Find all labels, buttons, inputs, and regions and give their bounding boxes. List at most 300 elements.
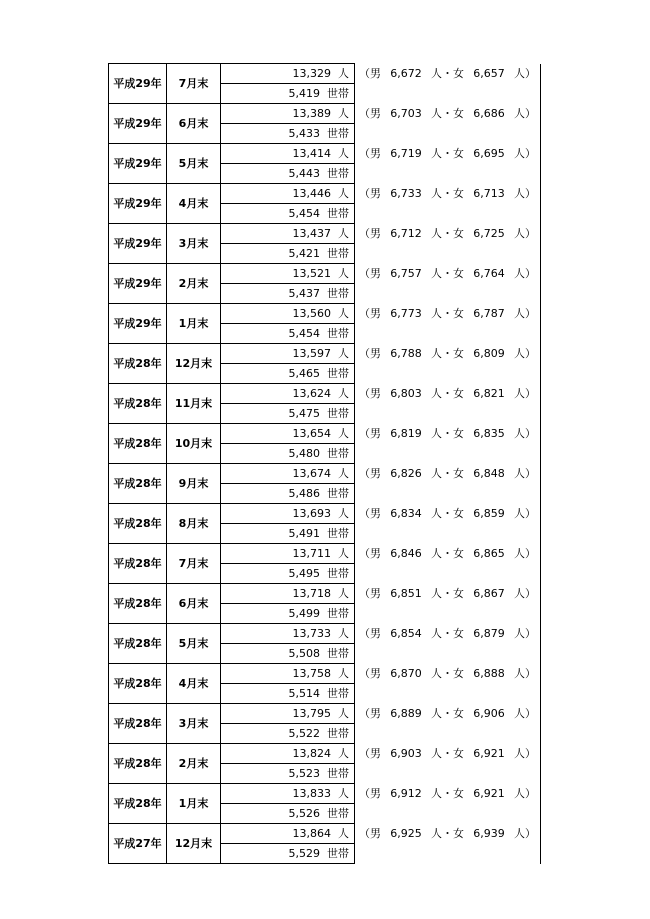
population-cell <box>221 304 355 324</box>
close-label: 人） <box>514 307 536 320</box>
household-value: 5,437 <box>288 287 320 300</box>
household-unit: 世帯 <box>327 607 349 620</box>
male-open-label: （男 <box>359 747 381 760</box>
household-unit: 世帯 <box>327 247 349 260</box>
population-value: 13,733 <box>292 627 331 640</box>
household-unit: 世帯 <box>327 327 349 340</box>
gender-breakdown <box>355 504 540 523</box>
male-value: 6,712 <box>390 227 422 240</box>
population-cell <box>221 704 355 724</box>
population-value: 13,693 <box>292 507 331 520</box>
male-value: 6,826 <box>390 467 422 480</box>
record-population-row <box>109 544 541 564</box>
month-cell: 3月末 <box>167 224 221 264</box>
gender-breakdown <box>355 704 540 723</box>
household-unit: 世帯 <box>327 407 349 420</box>
mid-label: 人・女 <box>431 507 464 520</box>
person-unit: 人 <box>338 307 349 320</box>
record-population-row <box>109 64 541 84</box>
household-cell <box>221 564 355 584</box>
mid-label: 人・女 <box>431 227 464 240</box>
month-cell: 4月末 <box>167 184 221 224</box>
record-population-row <box>109 104 541 124</box>
month-cell: 8月末 <box>167 504 221 544</box>
household-cell <box>221 324 355 344</box>
household-value: 5,443 <box>288 167 320 180</box>
female-value: 6,725 <box>473 227 505 240</box>
population-value: 13,437 <box>292 227 331 240</box>
population-cell <box>221 544 355 564</box>
female-value: 6,921 <box>473 787 505 800</box>
mid-label: 人・女 <box>431 307 464 320</box>
female-value: 6,848 <box>473 467 505 480</box>
person-unit: 人 <box>338 787 349 800</box>
mid-label: 人・女 <box>431 267 464 280</box>
gender-breakdown-cell <box>355 224 541 244</box>
household-unit: 世帯 <box>327 487 349 500</box>
person-unit: 人 <box>338 547 349 560</box>
household-cell <box>221 684 355 704</box>
gender-breakdown <box>355 624 540 643</box>
era-cell: 平成29年 <box>109 224 167 264</box>
mid-label: 人・女 <box>431 347 464 360</box>
male-open-label: （男 <box>359 227 381 240</box>
population-value: 13,329 <box>292 67 331 80</box>
male-value: 6,925 <box>390 827 422 840</box>
male-value: 6,803 <box>390 387 422 400</box>
gender-breakdown-cell <box>355 704 541 724</box>
person-unit: 人 <box>338 187 349 200</box>
empty-breakdown-cell <box>355 164 541 184</box>
mid-label: 人・女 <box>431 147 464 160</box>
record-population-row <box>109 144 541 164</box>
male-open-label: （男 <box>359 187 381 200</box>
population-cell <box>221 664 355 684</box>
male-open-label: （男 <box>359 67 381 80</box>
population-value: 13,711 <box>292 547 331 560</box>
mid-label: 人・女 <box>431 67 464 80</box>
household-value: 5,491 <box>288 527 320 540</box>
gender-breakdown <box>355 224 540 243</box>
era-cell: 平成28年 <box>109 624 167 664</box>
household-cell <box>221 284 355 304</box>
household-value: 5,499 <box>288 607 320 620</box>
person-unit: 人 <box>338 347 349 360</box>
era-cell: 平成28年 <box>109 384 167 424</box>
month-cell: 7月末 <box>167 64 221 104</box>
mid-label: 人・女 <box>431 387 464 400</box>
era-cell: 平成29年 <box>109 264 167 304</box>
population-cell <box>221 64 355 84</box>
female-value: 6,921 <box>473 747 505 760</box>
close-label: 人） <box>514 627 536 640</box>
male-value: 6,903 <box>390 747 422 760</box>
person-unit: 人 <box>338 627 349 640</box>
month-cell: 4月末 <box>167 664 221 704</box>
person-unit: 人 <box>338 667 349 680</box>
male-value: 6,719 <box>390 147 422 160</box>
population-cell <box>221 264 355 284</box>
empty-breakdown-cell <box>355 284 541 304</box>
record-population-row <box>109 784 541 804</box>
male-open-label: （男 <box>359 667 381 680</box>
gender-breakdown <box>355 584 540 603</box>
population-value: 13,597 <box>292 347 331 360</box>
household-value: 5,486 <box>288 487 320 500</box>
empty-breakdown-cell <box>355 484 541 504</box>
male-value: 6,672 <box>390 67 422 80</box>
gender-breakdown-cell <box>355 144 541 164</box>
gender-breakdown-cell <box>355 504 541 524</box>
household-cell <box>221 404 355 424</box>
empty-breakdown-cell <box>355 604 541 624</box>
month-cell: 2月末 <box>167 264 221 304</box>
close-label: 人） <box>514 467 536 480</box>
household-unit: 世帯 <box>327 567 349 580</box>
gender-breakdown-cell <box>355 64 541 84</box>
close-label: 人） <box>514 267 536 280</box>
household-value: 5,522 <box>288 727 320 740</box>
household-cell <box>221 524 355 544</box>
population-cell <box>221 464 355 484</box>
male-value: 6,773 <box>390 307 422 320</box>
household-unit: 世帯 <box>327 807 349 820</box>
household-value: 5,523 <box>288 767 320 780</box>
population-cell <box>221 224 355 244</box>
population-value: 13,824 <box>292 747 331 760</box>
household-cell <box>221 804 355 824</box>
gender-breakdown-cell <box>355 424 541 444</box>
household-cell <box>221 444 355 464</box>
person-unit: 人 <box>338 747 349 760</box>
household-value: 5,514 <box>288 687 320 700</box>
household-unit: 世帯 <box>327 767 349 780</box>
record-population-row <box>109 424 541 444</box>
era-cell: 平成29年 <box>109 304 167 344</box>
era-cell: 平成29年 <box>109 144 167 184</box>
close-label: 人） <box>514 427 536 440</box>
population-value: 13,389 <box>292 107 331 120</box>
household-unit: 世帯 <box>327 127 349 140</box>
population-cell <box>221 744 355 764</box>
household-cell <box>221 84 355 104</box>
male-value: 6,870 <box>390 667 422 680</box>
household-cell <box>221 724 355 744</box>
male-open-label: （男 <box>359 587 381 600</box>
household-unit: 世帯 <box>327 167 349 180</box>
empty-breakdown-cell <box>355 764 541 784</box>
population-value: 13,758 <box>292 667 331 680</box>
male-value: 6,912 <box>390 787 422 800</box>
male-value: 6,788 <box>390 347 422 360</box>
era-cell: 平成27年 <box>109 824 167 864</box>
mid-label: 人・女 <box>431 667 464 680</box>
era-cell: 平成28年 <box>109 704 167 744</box>
month-cell: 1月末 <box>167 304 221 344</box>
close-label: 人） <box>514 667 536 680</box>
month-cell: 9月末 <box>167 464 221 504</box>
population-value: 13,674 <box>292 467 331 480</box>
female-value: 6,695 <box>473 147 505 160</box>
person-unit: 人 <box>338 387 349 400</box>
mid-label: 人・女 <box>431 587 464 600</box>
record-population-row <box>109 384 541 404</box>
mid-label: 人・女 <box>431 747 464 760</box>
empty-breakdown-cell <box>355 124 541 144</box>
population-value: 13,654 <box>292 427 331 440</box>
empty-breakdown-cell <box>355 364 541 384</box>
male-value: 6,834 <box>390 507 422 520</box>
mid-label: 人・女 <box>431 707 464 720</box>
male-open-label: （男 <box>359 547 381 560</box>
household-unit: 世帯 <box>327 87 349 100</box>
male-open-label: （男 <box>359 467 381 480</box>
female-value: 6,865 <box>473 547 505 560</box>
household-value: 5,454 <box>288 327 320 340</box>
close-label: 人） <box>514 707 536 720</box>
gender-breakdown <box>355 384 540 403</box>
gender-breakdown-cell <box>355 304 541 324</box>
record-population-row <box>109 184 541 204</box>
record-population-row <box>109 664 541 684</box>
male-open-label: （男 <box>359 107 381 120</box>
female-value: 6,713 <box>473 187 505 200</box>
male-open-label: （男 <box>359 707 381 720</box>
household-cell <box>221 604 355 624</box>
record-population-row <box>109 304 541 324</box>
household-cell <box>221 764 355 784</box>
female-value: 6,787 <box>473 307 505 320</box>
household-unit: 世帯 <box>327 207 349 220</box>
close-label: 人） <box>514 187 536 200</box>
record-population-row <box>109 584 541 604</box>
household-value: 5,495 <box>288 567 320 580</box>
empty-breakdown-cell <box>355 724 541 744</box>
female-value: 6,657 <box>473 67 505 80</box>
era-cell: 平成28年 <box>109 544 167 584</box>
household-unit: 世帯 <box>327 687 349 700</box>
month-cell: 7月末 <box>167 544 221 584</box>
household-value: 5,454 <box>288 207 320 220</box>
era-cell: 平成28年 <box>109 464 167 504</box>
person-unit: 人 <box>338 467 349 480</box>
close-label: 人） <box>514 147 536 160</box>
population-value: 13,833 <box>292 787 331 800</box>
month-cell: 3月末 <box>167 704 221 744</box>
gender-breakdown-cell <box>355 664 541 684</box>
population-table <box>108 63 541 864</box>
empty-breakdown-cell <box>355 524 541 544</box>
person-unit: 人 <box>338 227 349 240</box>
population-sheet <box>108 63 541 864</box>
population-value: 13,795 <box>292 707 331 720</box>
gender-breakdown-cell <box>355 384 541 404</box>
empty-breakdown-cell <box>355 804 541 824</box>
empty-breakdown-cell <box>355 684 541 704</box>
population-cell <box>221 104 355 124</box>
record-population-row <box>109 464 541 484</box>
male-value: 6,757 <box>390 267 422 280</box>
record-population-row <box>109 824 541 844</box>
era-cell: 平成28年 <box>109 744 167 784</box>
male-open-label: （男 <box>359 787 381 800</box>
era-cell: 平成28年 <box>109 504 167 544</box>
male-open-label: （男 <box>359 627 381 640</box>
gender-breakdown <box>355 744 540 763</box>
population-cell <box>221 784 355 804</box>
record-population-row <box>109 504 541 524</box>
gender-breakdown-cell <box>355 784 541 804</box>
population-cell <box>221 384 355 404</box>
empty-breakdown-cell <box>355 204 541 224</box>
month-cell: 10月末 <box>167 424 221 464</box>
household-cell <box>221 364 355 384</box>
month-cell: 5月末 <box>167 624 221 664</box>
person-unit: 人 <box>338 427 349 440</box>
female-value: 6,867 <box>473 587 505 600</box>
gender-breakdown <box>355 144 540 163</box>
male-value: 6,703 <box>390 107 422 120</box>
household-cell <box>221 204 355 224</box>
person-unit: 人 <box>338 67 349 80</box>
era-cell: 平成29年 <box>109 184 167 224</box>
month-cell: 5月末 <box>167 144 221 184</box>
era-cell: 平成28年 <box>109 664 167 704</box>
empty-breakdown-cell <box>355 324 541 344</box>
gender-breakdown <box>355 344 540 363</box>
record-population-row <box>109 704 541 724</box>
empty-breakdown-cell <box>355 844 541 864</box>
gender-breakdown <box>355 544 540 563</box>
population-value: 13,414 <box>292 147 331 160</box>
population-table-body <box>109 64 541 864</box>
household-value: 5,419 <box>288 87 320 100</box>
household-value: 5,529 <box>288 847 320 860</box>
male-open-label: （男 <box>359 507 381 520</box>
male-value: 6,733 <box>390 187 422 200</box>
close-label: 人） <box>514 827 536 840</box>
record-population-row <box>109 264 541 284</box>
close-label: 人） <box>514 747 536 760</box>
era-cell: 平成29年 <box>109 104 167 144</box>
gender-breakdown <box>355 464 540 483</box>
male-value: 6,819 <box>390 427 422 440</box>
household-value: 5,465 <box>288 367 320 380</box>
female-value: 6,939 <box>473 827 505 840</box>
close-label: 人） <box>514 67 536 80</box>
record-population-row <box>109 624 541 644</box>
gender-breakdown <box>355 64 540 83</box>
household-value: 5,526 <box>288 807 320 820</box>
gender-breakdown-cell <box>355 104 541 124</box>
mid-label: 人・女 <box>431 547 464 560</box>
household-cell <box>221 164 355 184</box>
gender-breakdown-cell <box>355 264 541 284</box>
female-value: 6,888 <box>473 667 505 680</box>
male-open-label: （男 <box>359 387 381 400</box>
mid-label: 人・女 <box>431 827 464 840</box>
household-value: 5,433 <box>288 127 320 140</box>
male-open-label: （男 <box>359 427 381 440</box>
population-value: 13,446 <box>292 187 331 200</box>
female-value: 6,906 <box>473 707 505 720</box>
household-cell <box>221 244 355 264</box>
gender-breakdown <box>355 424 540 443</box>
close-label: 人） <box>514 227 536 240</box>
era-cell: 平成28年 <box>109 584 167 624</box>
household-unit: 世帯 <box>327 367 349 380</box>
gender-breakdown <box>355 304 540 323</box>
population-value: 13,718 <box>292 587 331 600</box>
month-cell: 12月末 <box>167 344 221 384</box>
gender-breakdown <box>355 824 540 843</box>
person-unit: 人 <box>338 147 349 160</box>
gender-breakdown-cell <box>355 344 541 364</box>
female-value: 6,764 <box>473 267 505 280</box>
female-value: 6,821 <box>473 387 505 400</box>
female-value: 6,835 <box>473 427 505 440</box>
household-value: 5,421 <box>288 247 320 260</box>
household-value: 5,508 <box>288 647 320 660</box>
month-cell: 11月末 <box>167 384 221 424</box>
gender-breakdown-cell <box>355 744 541 764</box>
person-unit: 人 <box>338 267 349 280</box>
era-cell: 平成29年 <box>109 64 167 104</box>
gender-breakdown-cell <box>355 584 541 604</box>
male-value: 6,889 <box>390 707 422 720</box>
household-value: 5,475 <box>288 407 320 420</box>
population-cell <box>221 504 355 524</box>
month-cell: 1月末 <box>167 784 221 824</box>
female-value: 6,879 <box>473 627 505 640</box>
era-cell: 平成28年 <box>109 424 167 464</box>
population-cell <box>221 144 355 164</box>
era-cell: 平成28年 <box>109 784 167 824</box>
male-open-label: （男 <box>359 267 381 280</box>
gender-breakdown-cell <box>355 824 541 844</box>
population-cell <box>221 424 355 444</box>
household-unit: 世帯 <box>327 647 349 660</box>
household-cell <box>221 124 355 144</box>
male-open-label: （男 <box>359 307 381 320</box>
month-cell: 6月末 <box>167 584 221 624</box>
population-cell <box>221 624 355 644</box>
household-cell <box>221 844 355 864</box>
close-label: 人） <box>514 587 536 600</box>
close-label: 人） <box>514 507 536 520</box>
empty-breakdown-cell <box>355 644 541 664</box>
female-value: 6,686 <box>473 107 505 120</box>
population-value: 13,624 <box>292 387 331 400</box>
female-value: 6,859 <box>473 507 505 520</box>
male-value: 6,851 <box>390 587 422 600</box>
month-cell: 2月末 <box>167 744 221 784</box>
gender-breakdown <box>355 664 540 683</box>
population-value: 13,864 <box>292 827 331 840</box>
gender-breakdown <box>355 184 540 203</box>
male-value: 6,846 <box>390 547 422 560</box>
record-population-row <box>109 224 541 244</box>
empty-breakdown-cell <box>355 404 541 424</box>
population-cell <box>221 584 355 604</box>
close-label: 人） <box>514 107 536 120</box>
household-unit: 世帯 <box>327 727 349 740</box>
male-open-label: （男 <box>359 147 381 160</box>
household-unit: 世帯 <box>327 287 349 300</box>
male-open-label: （男 <box>359 827 381 840</box>
close-label: 人） <box>514 787 536 800</box>
era-cell: 平成28年 <box>109 344 167 384</box>
